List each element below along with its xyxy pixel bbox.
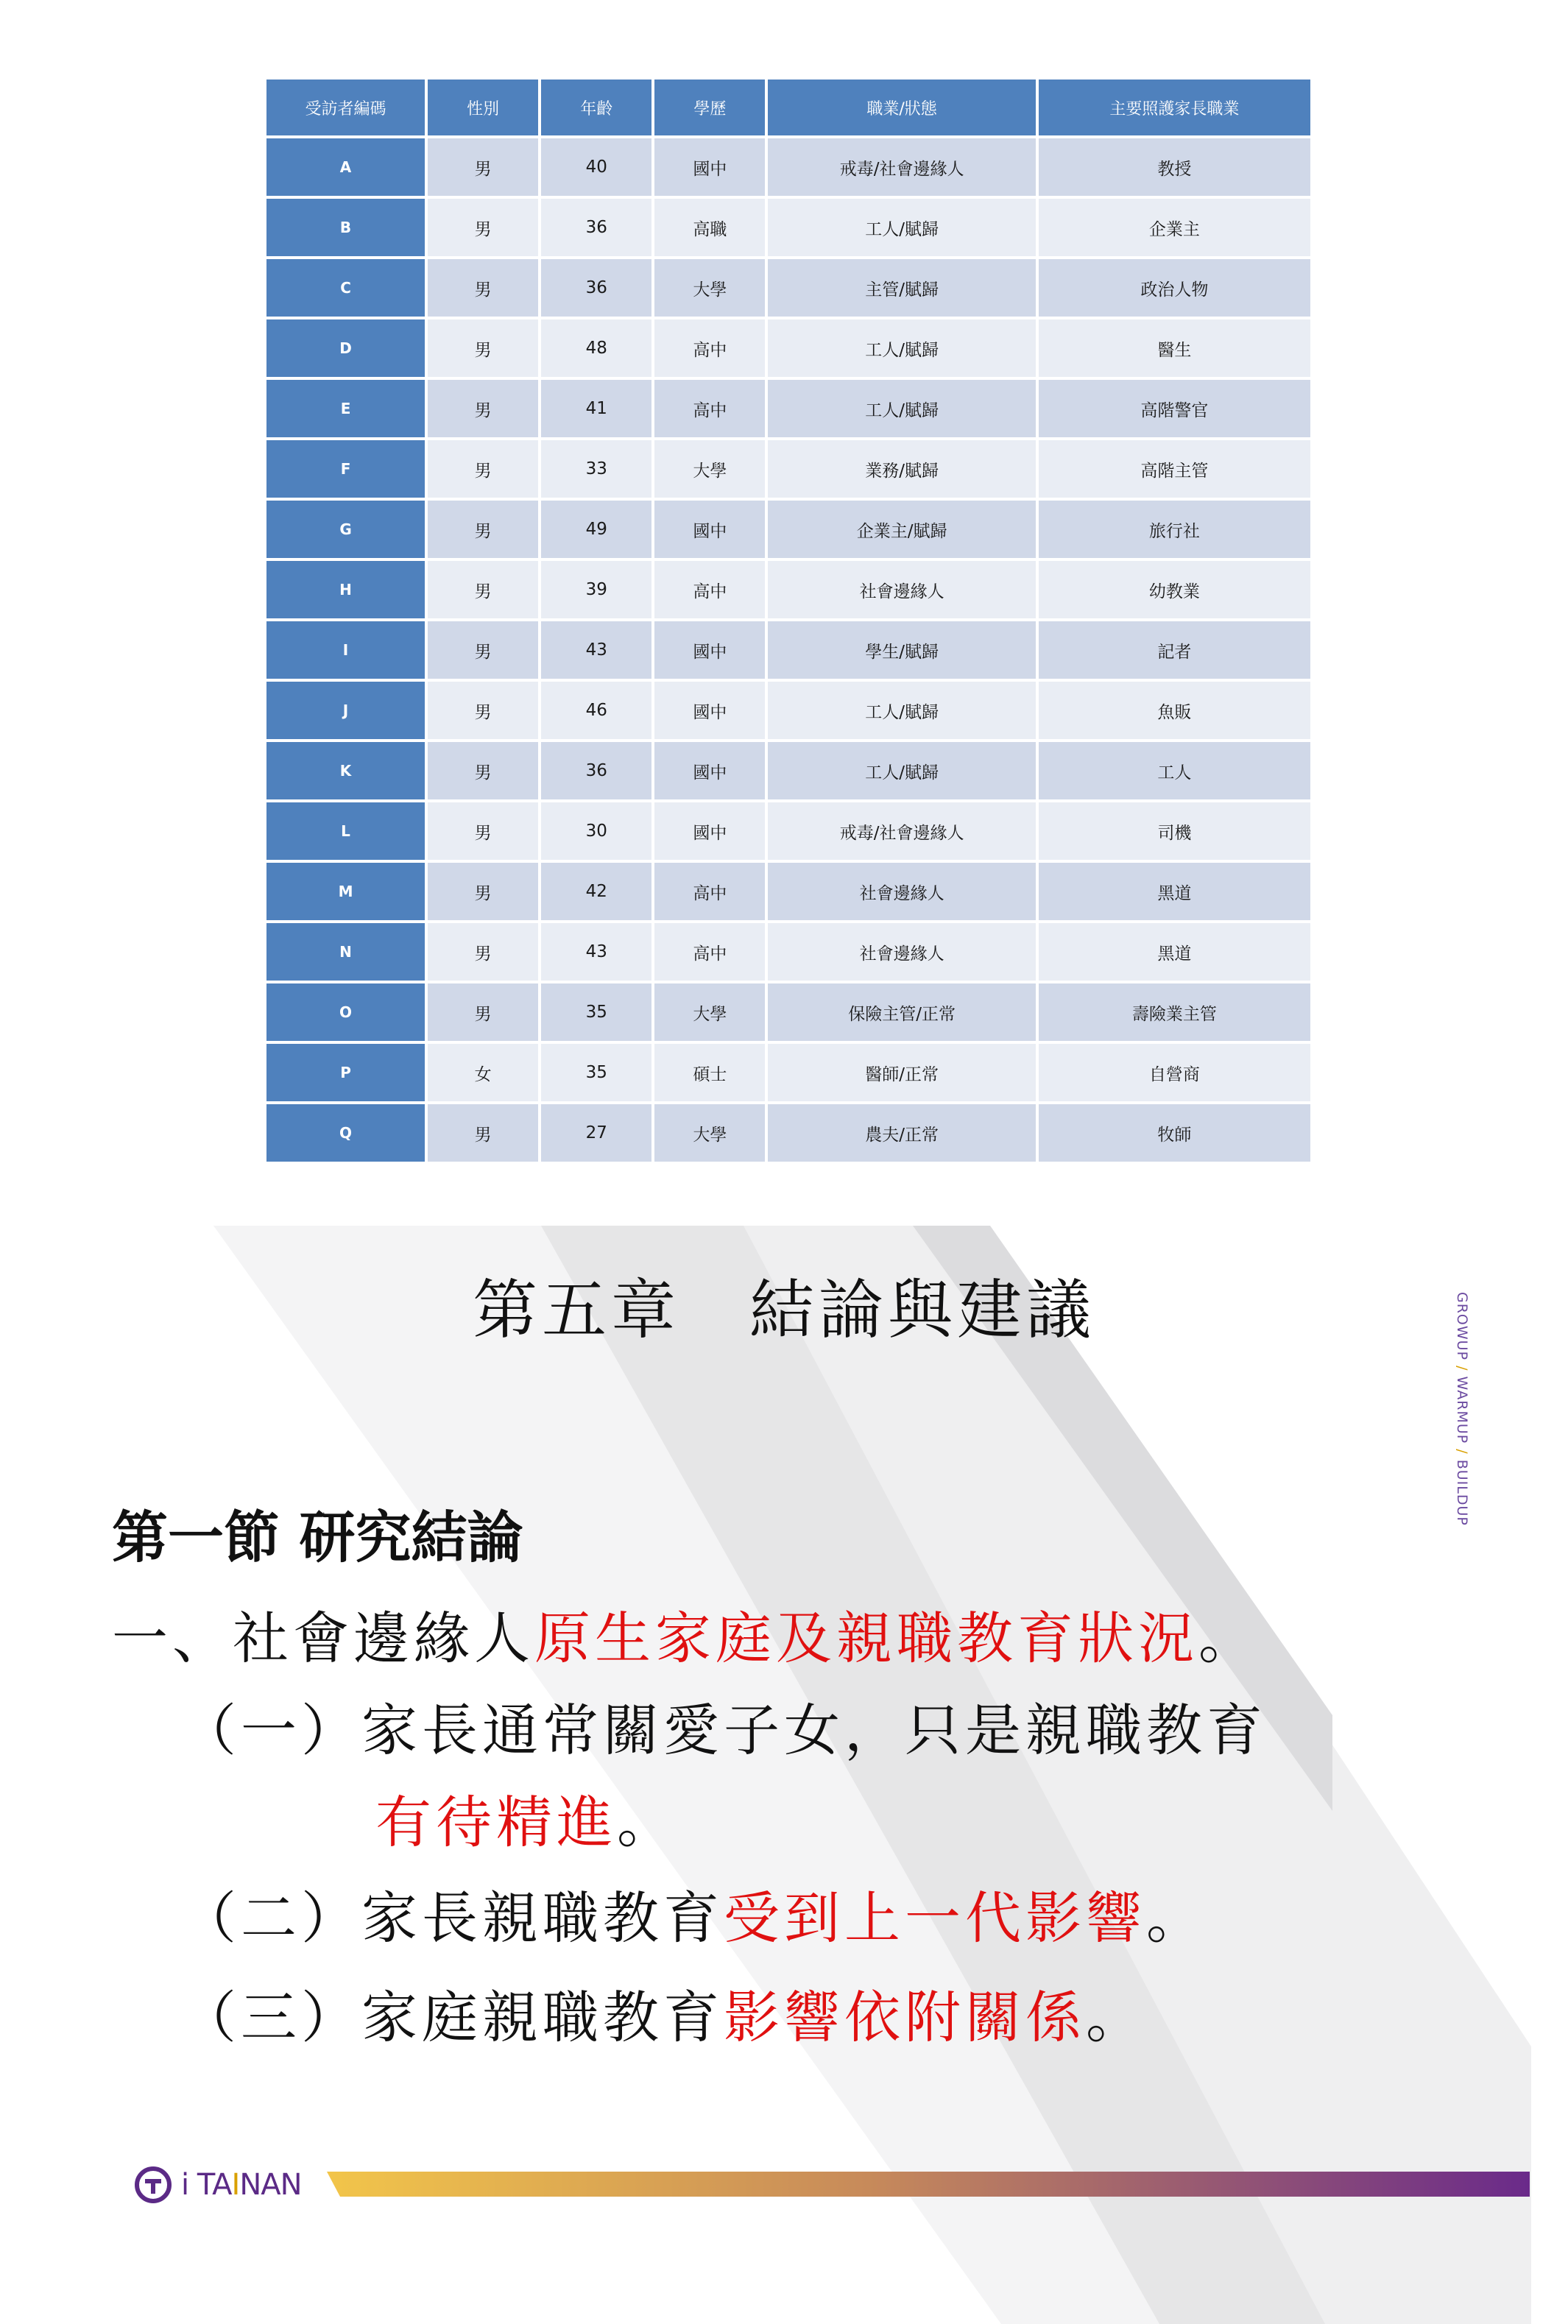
cell-education: 高中 <box>654 380 765 437</box>
logo-text: i TAINAN <box>181 2168 302 2202</box>
cell-gender: 男 <box>428 923 538 981</box>
cell-education: 國中 <box>654 682 765 739</box>
cell-age: 30 <box>541 802 651 860</box>
cell-gender: 男 <box>428 1104 538 1162</box>
cell-gender: 男 <box>428 199 538 256</box>
cell-parent-occupation: 記者 <box>1039 621 1310 679</box>
table-row <box>266 742 1310 799</box>
cell-education: 國中 <box>654 802 765 860</box>
table-row <box>266 802 1310 860</box>
cell-id: M <box>266 863 425 920</box>
cell-age: 35 <box>541 983 651 1041</box>
table-row <box>266 319 1310 377</box>
cell-age: 39 <box>541 561 651 618</box>
cell-occupation: 農夫/正常 <box>768 1104 1035 1162</box>
cell-age: 36 <box>541 199 651 256</box>
cell-id: P <box>266 1044 425 1101</box>
cell-occupation: 學生/賦歸 <box>768 621 1035 679</box>
cell-parent-occupation: 政治人物 <box>1039 259 1310 317</box>
cell-parent-occupation: 魚販 <box>1039 682 1310 739</box>
cell-parent-occupation: 企業主 <box>1039 199 1310 256</box>
cell-id: B <box>266 199 425 256</box>
table-row <box>266 440 1310 498</box>
cell-education: 國中 <box>654 138 765 196</box>
sub-point-3: （三）家庭親職教育影響依附關係。 <box>180 1985 1146 2050</box>
cell-education: 國中 <box>654 742 765 799</box>
cell-id: C <box>266 259 425 317</box>
cell-education: 高中 <box>654 863 765 920</box>
header-age: 年齡 <box>541 80 651 135</box>
cell-occupation: 社會邊緣人 <box>768 863 1035 920</box>
cell-gender: 男 <box>428 259 538 317</box>
cell-occupation: 工人/賦歸 <box>768 682 1035 739</box>
cell-education: 大學 <box>654 1104 765 1162</box>
table-header-row <box>266 80 1310 135</box>
cell-occupation: 主管/賦歸 <box>768 259 1035 317</box>
table-row <box>266 923 1310 981</box>
cell-education: 高中 <box>654 561 765 618</box>
cell-id: E <box>266 380 425 437</box>
cell-parent-occupation: 自營商 <box>1039 1044 1310 1101</box>
cell-id: F <box>266 440 425 498</box>
cell-occupation: 戒毒/社會邊緣人 <box>768 138 1035 196</box>
cell-education: 大學 <box>654 440 765 498</box>
cell-gender: 男 <box>428 138 538 196</box>
header-gender: 性別 <box>428 80 538 135</box>
cell-id: L <box>266 802 425 860</box>
cell-age: 40 <box>541 138 651 196</box>
cell-occupation: 醫師/正常 <box>768 1044 1035 1101</box>
cell-gender: 男 <box>428 682 538 739</box>
cell-education: 大學 <box>654 259 765 317</box>
table-row <box>266 259 1310 317</box>
table-row <box>266 983 1310 1041</box>
table-row <box>266 1104 1310 1162</box>
sub-point-1: （一）家長通常關愛子女，只是親職教育 <box>180 1698 1267 1763</box>
cell-education: 國中 <box>654 621 765 679</box>
chapter-title: 第五章 結論與建議 <box>472 1272 1095 1348</box>
cell-parent-occupation: 旅行社 <box>1039 501 1310 558</box>
table-row <box>266 682 1310 739</box>
cell-gender: 男 <box>428 319 538 377</box>
cell-parent-occupation: 醫生 <box>1039 319 1310 377</box>
cell-id: H <box>266 561 425 618</box>
cell-id: O <box>266 983 425 1041</box>
cell-age: 49 <box>541 501 651 558</box>
cell-gender: 男 <box>428 802 538 860</box>
cell-id: G <box>266 501 425 558</box>
table-row <box>266 138 1310 196</box>
cell-parent-occupation: 司機 <box>1039 802 1310 860</box>
cell-education: 大學 <box>654 983 765 1041</box>
cell-parent-occupation: 壽險業主管 <box>1039 983 1310 1041</box>
cell-education: 高中 <box>654 319 765 377</box>
cell-occupation: 業務/賦歸 <box>768 440 1035 498</box>
cell-parent-occupation: 高階警官 <box>1039 380 1310 437</box>
header-parent-occupation: 主要照護家長職業 <box>1039 80 1310 135</box>
cell-occupation: 保險主管/正常 <box>768 983 1035 1041</box>
footer-gradient-bar <box>327 2172 1530 2197</box>
table-row <box>266 501 1310 558</box>
cell-gender: 男 <box>428 501 538 558</box>
point-1: 一、社會邊緣人原生家庭及親職教育狀況。 <box>112 1606 1259 1671</box>
cell-age: 35 <box>541 1044 651 1101</box>
header-id: 受訪者編碼 <box>266 80 425 135</box>
cell-age: 48 <box>541 319 651 377</box>
cell-occupation: 戒毒/社會邊緣人 <box>768 802 1035 860</box>
cell-age: 42 <box>541 863 651 920</box>
section-title: 第一節 研究結論 <box>112 1505 523 1570</box>
side-slogan: GROWUP / WARMUP / BUILDUP <box>1454 1292 1470 1526</box>
sub-point-1-continued: 有待精進。 <box>375 1790 677 1855</box>
cell-age: 36 <box>541 742 651 799</box>
cell-age: 27 <box>541 1104 651 1162</box>
cell-parent-occupation: 牧師 <box>1039 1104 1310 1162</box>
cell-parent-occupation: 黑道 <box>1039 863 1310 920</box>
cell-parent-occupation: 高階主管 <box>1039 440 1310 498</box>
table-row <box>266 561 1310 618</box>
cell-age: 33 <box>541 440 651 498</box>
itainan-logo <box>134 2166 302 2204</box>
cell-id: K <box>266 742 425 799</box>
cell-gender: 男 <box>428 440 538 498</box>
header-occupation: 職業/狀態 <box>768 80 1035 135</box>
cell-age: 36 <box>541 259 651 317</box>
cell-gender: 男 <box>428 983 538 1041</box>
tainan-logo-icon <box>134 2166 172 2204</box>
cell-occupation: 社會邊緣人 <box>768 561 1035 618</box>
cell-gender: 男 <box>428 742 538 799</box>
cell-education: 國中 <box>654 501 765 558</box>
cell-gender: 男 <box>428 863 538 920</box>
cell-occupation: 工人/賦歸 <box>768 380 1035 437</box>
cell-id: I <box>266 621 425 679</box>
cell-age: 43 <box>541 923 651 981</box>
cell-gender: 男 <box>428 561 538 618</box>
cell-gender: 女 <box>428 1044 538 1101</box>
table-row <box>266 863 1310 920</box>
cell-age: 46 <box>541 682 651 739</box>
cell-age: 43 <box>541 621 651 679</box>
cell-age: 41 <box>541 380 651 437</box>
cell-id: A <box>266 138 425 196</box>
cell-parent-occupation: 幼教業 <box>1039 561 1310 618</box>
cell-id: Q <box>266 1104 425 1162</box>
cell-occupation: 社會邊緣人 <box>768 923 1035 981</box>
cell-gender: 男 <box>428 380 538 437</box>
cell-parent-occupation: 黑道 <box>1039 923 1310 981</box>
cell-gender: 男 <box>428 621 538 679</box>
cell-parent-occupation: 工人 <box>1039 742 1310 799</box>
cell-occupation: 企業主/賦歸 <box>768 501 1035 558</box>
cell-parent-occupation: 教授 <box>1039 138 1310 196</box>
table-row <box>266 380 1310 437</box>
cell-id: N <box>266 923 425 981</box>
cell-occupation: 工人/賦歸 <box>768 742 1035 799</box>
cell-id: D <box>266 319 425 377</box>
cell-occupation: 工人/賦歸 <box>768 319 1035 377</box>
table-row <box>266 1044 1310 1101</box>
interviewee-table <box>264 77 1313 1165</box>
cell-id: J <box>266 682 425 739</box>
cell-education: 高職 <box>654 199 765 256</box>
cell-education: 高中 <box>654 923 765 981</box>
table-row <box>266 199 1310 256</box>
sub-point-2: （二）家長親職教育受到上一代影響。 <box>180 1885 1207 1951</box>
cell-education: 碩士 <box>654 1044 765 1101</box>
table-row <box>266 621 1310 679</box>
header-education: 學歷 <box>654 80 765 135</box>
cell-occupation: 工人/賦歸 <box>768 199 1035 256</box>
